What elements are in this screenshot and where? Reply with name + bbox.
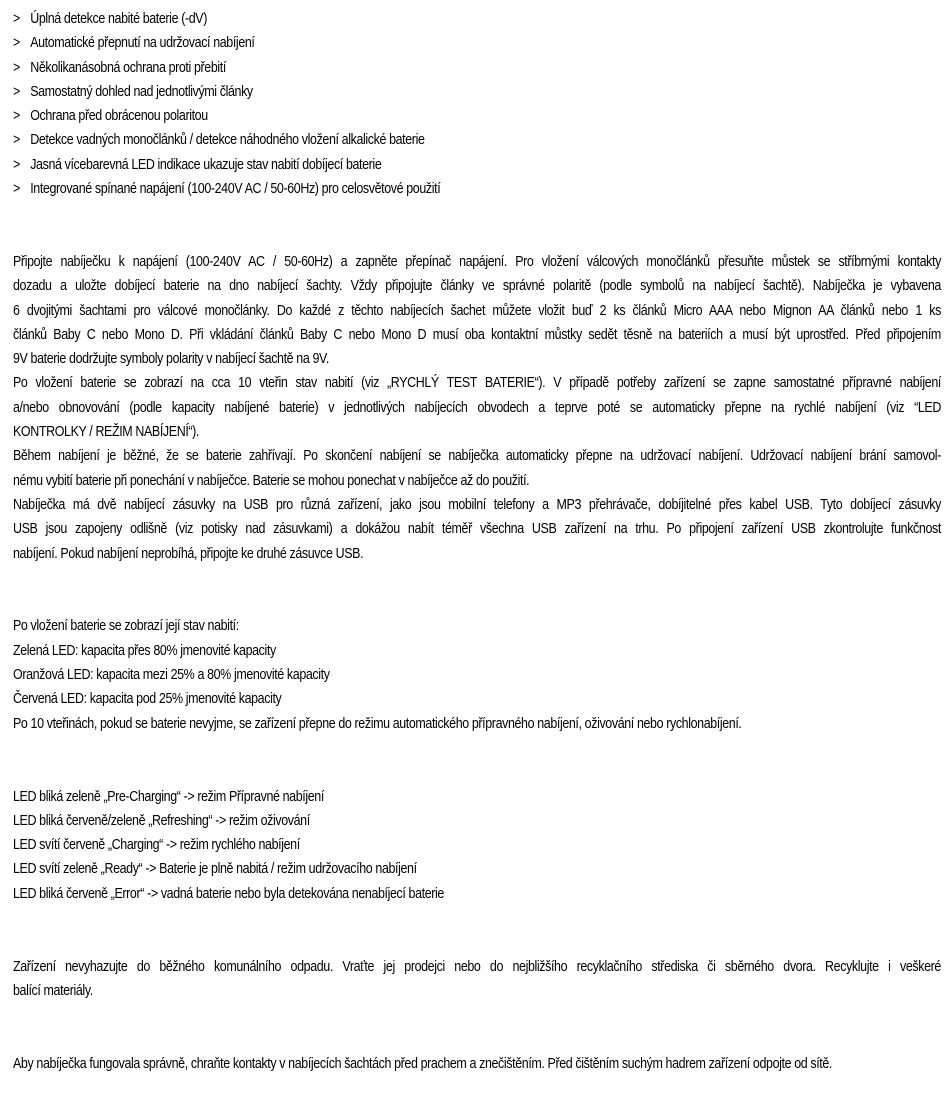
feature-text: Jasná vícebarevná LED indikace ukazuje stav nabití dobíjecí baterie: [30, 156, 382, 173]
manual-text: [13, 7, 941, 1076]
list-item: [13, 153, 941, 177]
bullet-marker: >: [13, 132, 20, 149]
list-item: [13, 128, 941, 152]
maintenance-section: [13, 1052, 941, 1076]
text-line: 9V baterie dodržujte symboly polarity v nabíjecí šachtě na 9V.: [13, 351, 329, 368]
bullet-marker: >: [13, 181, 20, 198]
text-line: 6 dvojitými šachtami pro válcové monočlánky. Do každé z těchto nabíjecích šachet můžete vložit buď 2 ks článků Micro AAA nebo Mignon AA článků nebo 1 ks: [13, 302, 941, 319]
text-line: Zařízení nevyhazujte do běžného komunálního odpadu. Vraťte jej prodejci nebo do nejbližšího recyklačního střediska či sběrného dvora. Recyklujte i veškeré: [13, 958, 941, 975]
list-item: [13, 177, 941, 201]
text-line: Červená LED: kapacita pod 25% jmenovité kapacity: [13, 691, 282, 708]
text-line: Oranžová LED: kapacita mezi 25% a 80% jmenovité kapacity: [13, 667, 330, 684]
text-line: balící materiály.: [13, 982, 93, 999]
feature-text: Několikanásobná ochrana proti přebití: [30, 59, 226, 76]
feature-text: Samostatný dohled nad jednotlivými články: [30, 83, 253, 100]
feature-text: Integrované spínané napájení (100-240V AC / 50-60Hz) pro celosvětové použití: [30, 181, 441, 198]
list-item: [13, 80, 941, 104]
text-line: Po 10 vteřinách, pokud se baterie nevyjme, se zařízení přepne do režimu automatického přípravného nabíjení, oživování nebo rychlonabíjení.: [13, 715, 742, 732]
section-gap: [13, 566, 941, 615]
feature-list: [13, 7, 941, 201]
list-item: [13, 7, 941, 31]
manual-page: [13, 7, 941, 1076]
text-line: Aby nabíječka fungovala správně, chraňte kontakty v nabíjecích šachtách před prachem a znečištěním. Před čištěním suchým hadrem zařízení odpojte od sítě.: [13, 1055, 833, 1072]
list-item: [13, 31, 941, 55]
text-line: LED svítí zeleně „Ready“ -> Baterie je plně nabitá / režim udržovacího nabíjení: [13, 861, 417, 878]
text-line: LED bliká zeleně „Pre-Charging“ -> režim Přípravné nabíjení: [13, 788, 324, 805]
feature-text: Úplná detekce nabité baterie (-dV): [30, 11, 207, 27]
list-item: [13, 56, 941, 80]
usage-paragraph-power: [13, 250, 941, 371]
disposal-section: [13, 955, 941, 1004]
text-line: Nabíječka má dvě nabíjecí zásuvky na USB pro různá zařízení, jako jsou mobilní telefony a MP3 přehrávače, dobíjitelné přes kabel USB. Tyto dobíjecí zásuvky: [13, 496, 941, 513]
text-line: LED bliká červeně „Error“ -> vadná baterie nebo byla detekována nenabíjecí baterie: [13, 885, 444, 902]
text-line: článků Baby C nebo Mono D. Při vkládání článků Baby C nebo Mono D musí oba kontaktní můstky sedět těsně na bateriích a musí být uprostřed. Před připojením: [13, 326, 941, 343]
text-line: nabíjení. Pokud nabíjení neprobíhá, připojte ke druhé zásuvce USB.: [13, 545, 364, 562]
text-line: nému vybití baterie při ponechání v nabíječce. Baterie se mohou ponechat v nabíječce až do použití.: [13, 472, 530, 489]
usage-paragraph-heat: [13, 444, 941, 493]
section-gap: [13, 201, 941, 250]
section-gap: [13, 736, 941, 785]
usage-section: [13, 250, 941, 566]
text-line: USB jsou zapojeny odlišně (viz potisky nad zásuvkami) a dokážou nabít téměř všechna USB zařízení na trhu. Po připojení zařízení USB zkontrolujte funkčnost: [13, 521, 941, 538]
section-gap: [13, 1003, 941, 1052]
text-line: Během nabíjení je běžné, že se baterie zahřívají. Po skončení nabíjení se nabíječka automaticky přepne na udržovací nabíjení. Udržovací nabíjení brání samovol-: [13, 448, 941, 465]
text-line: LED svítí červeně „Charging“ -> režim rychlého nabíjení: [13, 837, 300, 854]
text-line: Po vložení baterie se zobrazí její stav nabití:: [13, 618, 239, 635]
text-line: a/nebo obnovování (podle kapacity nabíjené baterie) v jednotlivých nabíjecích obvodech a teprve poté se automaticky přepne na rychlé nabíjení (viz “LED: [13, 399, 941, 416]
text-line: dozadu a uložte dobíjecí baterie na dno nabíjecí šachty. Vždy připojujte články ve správné polaritě (podle symbolů na nabíjecí šachtě). Nabíječka je vybavena: [13, 278, 941, 295]
bullet-marker: >: [13, 83, 20, 100]
bullet-marker: >: [13, 35, 20, 52]
feature-text: Automatické přepnutí na udržovací nabíjení: [30, 35, 255, 52]
quick-test-section: [13, 614, 941, 735]
feature-text: Ochrana před obrácenou polaritou: [30, 108, 208, 125]
text-line: Zelená LED: kapacita přes 80% jmenovité kapacity: [13, 642, 276, 659]
bullet-marker: >: [13, 108, 20, 125]
bullet-marker: >: [13, 156, 20, 173]
feature-text: Detekce vadných monočlánků / detekce náhodného vložení alkalické baterie: [30, 132, 425, 149]
bullet-marker: >: [13, 11, 20, 27]
list-item: [13, 104, 941, 128]
text-line: KONTROLKY / REŽIM NABÍJENÍ“).: [13, 424, 200, 441]
text-line: Připojte nabíječku k napájení (100-240V AC / 50-60Hz) a zapněte přepínač napájení. Pro vložení válcových monočlánků přesuňte můstek se stříbrnými kontakty: [13, 253, 941, 270]
text-line: LED bliká červeně/zeleně „Refreshing“ -> režim oživování: [13, 812, 310, 829]
section-gap: [13, 906, 941, 955]
led-modes-section: [13, 785, 941, 906]
usage-paragraph-usb: [13, 493, 941, 566]
bullet-marker: >: [13, 59, 20, 76]
usage-paragraph-charging: [13, 371, 941, 444]
text-line: Po vložení baterie se zobrazí na cca 10 vteřin stav nabití (viz „RYCHLÝ TEST BATERIE“). V případě potřeby zařízení se zapne samostatné přípravné nabíjení: [13, 375, 941, 392]
